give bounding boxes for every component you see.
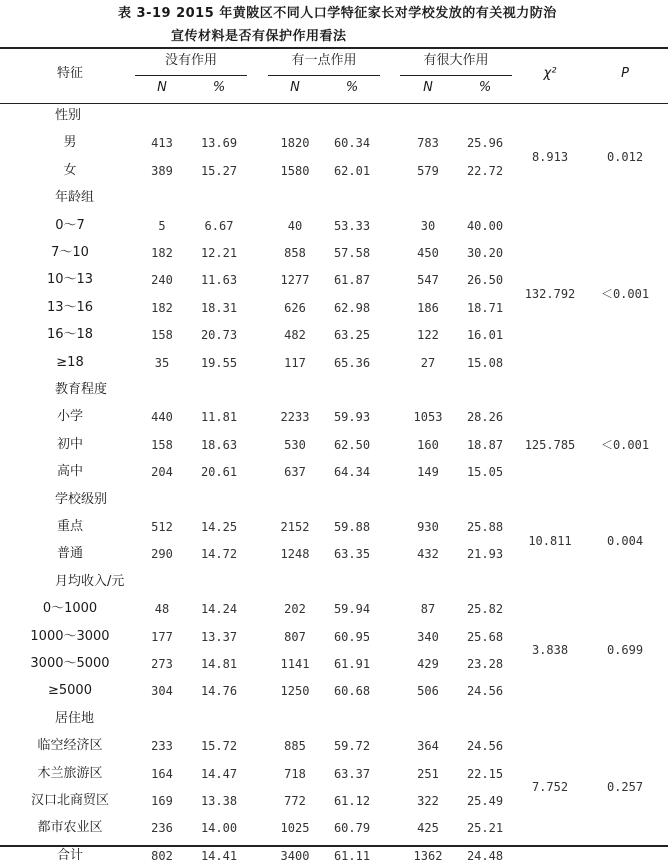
table-cell: 202 [284, 602, 306, 617]
table-cell: 429 [417, 657, 439, 671]
table-cell: 14.25 [200, 520, 238, 534]
table-cell: 62.01 [333, 163, 371, 178]
table-cell: 13.69 [200, 136, 238, 151]
table-cell: 60.34 [333, 136, 371, 151]
table-cell: 885 [284, 739, 306, 754]
table-cell: 182 [151, 246, 173, 260]
table-cell: 512 [151, 520, 173, 534]
table-cell: 48 [154, 602, 170, 617]
top-rule [0, 47, 668, 49]
table-cell: 22.72 [466, 163, 504, 178]
row-label: 1000～3000 [30, 628, 110, 644]
table-cell: 718 [284, 766, 306, 781]
table-cell: 60.95 [333, 629, 371, 644]
header-n-2: N [290, 80, 300, 95]
table-cell: 14.81 [200, 657, 238, 671]
table-cell: 19.55 [200, 355, 238, 370]
table-cell: 233 [151, 739, 173, 754]
table-cell: 61.87 [333, 273, 371, 288]
section-title: 学校级别 [55, 491, 108, 507]
total-cell: 802 [151, 848, 173, 863]
table-cell: 18.71 [466, 300, 504, 315]
table-cell: 60.68 [333, 684, 371, 699]
row-label: 7～10 [51, 245, 89, 260]
row-label: 重点 [56, 519, 83, 534]
table-cell: 432 [417, 547, 439, 562]
table-cell: 24.56 [466, 684, 504, 699]
table-cell: 236 [151, 821, 173, 836]
table-cell: 930 [417, 520, 439, 534]
row-label: 女 [63, 162, 77, 178]
total-label: 合计 [56, 847, 83, 863]
total-cell: 14.41 [200, 848, 238, 863]
table-cell: 1053 [413, 410, 443, 425]
table-cell: 25.96 [466, 136, 504, 151]
p-value: 0.699 [606, 643, 644, 658]
table-cell: 25.21 [466, 821, 504, 836]
table-cell: 18.87 [466, 437, 504, 452]
table-cell: 15.27 [200, 163, 238, 178]
table-cell: 2233 [280, 410, 310, 425]
table-cell: 11.63 [200, 273, 238, 288]
chi-square-value: 3.838 [531, 643, 569, 658]
p-value: 0.012 [606, 150, 644, 165]
header-bottom-rule [0, 103, 668, 104]
table-cell: 169 [151, 794, 173, 808]
table-cell: 25.49 [466, 794, 504, 808]
header-pct-1: % [212, 80, 226, 95]
total-cell: 24.48 [466, 848, 504, 863]
table-cell: 413 [151, 136, 173, 151]
row-label: 普通 [56, 546, 83, 562]
row-label: 初中 [56, 436, 83, 452]
table-cell: 322 [417, 794, 439, 808]
table-cell: 772 [284, 794, 306, 808]
table-cell: 53.33 [333, 218, 371, 233]
header-n-1: N [157, 80, 167, 95]
row-label: 高中 [56, 464, 83, 480]
row-label: 都市农业区 [37, 820, 103, 836]
row-label: 13～16 [46, 299, 94, 315]
table-cell: 530 [284, 437, 306, 452]
table-cell: 26.50 [466, 273, 504, 288]
row-label: 0～1000 [42, 601, 98, 617]
table-cell: 14.47 [200, 766, 238, 781]
p-value: 0.257 [606, 780, 644, 795]
table-cell: 30.20 [466, 246, 504, 260]
table-cell: 1248 [280, 547, 310, 562]
chi-square-value: 10.811 [528, 533, 572, 548]
table-cell: 807 [284, 629, 306, 644]
chi-square-value: 8.913 [531, 150, 569, 165]
row-label: 0～7 [55, 217, 85, 233]
table-cell: 59.72 [333, 739, 371, 754]
row-label: ≥18 [56, 354, 84, 370]
table-cell: 5 [158, 218, 166, 233]
table-cell: 15.08 [466, 355, 504, 370]
table-cell: 117 [284, 355, 306, 370]
table-cell: 40.00 [466, 218, 504, 233]
table-cell: 1580 [280, 163, 310, 178]
header-chi-square: χ² [543, 66, 557, 81]
row-label: 小学 [56, 409, 83, 425]
table-cell: 177 [151, 629, 173, 644]
table-cell: 20.61 [200, 465, 238, 480]
p-value: ＜0.001 [600, 437, 650, 452]
table-cell: 482 [284, 328, 306, 343]
table-cell: 14.24 [200, 602, 238, 617]
section-title: 教育程度 [55, 382, 108, 397]
section-title: 居住地 [55, 710, 95, 726]
table-cell: 28.26 [466, 410, 504, 425]
total-cell: 61.11 [333, 848, 371, 863]
chi-square-value: 132.792 [524, 287, 576, 302]
header-group-some-effect: 有一点作用 [291, 53, 357, 68]
table-caption-line2: 宣传材料是否有保护作用看法 [171, 29, 347, 44]
chi-square-value: 125.785 [524, 437, 576, 452]
total-cell: 3400 [280, 848, 310, 863]
section-title: 年龄组 [55, 190, 95, 206]
table-cell: 12.21 [200, 246, 238, 260]
header-n-3: N [423, 80, 433, 95]
table-cell: 547 [417, 273, 439, 288]
table-cell: 27 [420, 355, 436, 370]
header-p-value: P [621, 66, 629, 81]
row-label: 16～18 [46, 327, 94, 343]
table-cell: 1820 [280, 136, 310, 151]
table-cell: 13.38 [200, 794, 238, 808]
table-cell: 63.37 [333, 766, 371, 781]
table-cell: 63.25 [333, 328, 371, 343]
table-cell: 15.72 [200, 739, 238, 754]
row-label: 3000～5000 [30, 656, 110, 671]
table-cell: 22.15 [466, 766, 504, 781]
table-cell: 858 [284, 246, 306, 260]
table-cell: 65.36 [333, 355, 371, 370]
header-pct-2: % [345, 80, 359, 95]
table-caption-line1: 表 3-19 2015 年黄陂区不同人口学特征家长对学校发放的有关视力防治 [118, 6, 557, 21]
table-cell: 637 [284, 465, 306, 480]
header-subrule-1 [135, 75, 247, 76]
header-pct-3: % [478, 80, 492, 95]
table-cell: 1141 [280, 657, 310, 671]
table-cell: 579 [417, 163, 439, 178]
table-cell: 6.67 [204, 218, 234, 233]
total-cell: 1362 [413, 848, 443, 863]
table-cell: 11.81 [200, 410, 238, 425]
row-label: 10～13 [46, 272, 94, 288]
table-cell: 62.50 [333, 437, 371, 452]
table-cell: 21.93 [466, 547, 504, 562]
table-cell: 25.88 [466, 520, 504, 534]
table-cell: 61.91 [333, 657, 371, 671]
table-cell: 450 [417, 246, 439, 260]
table-cell: 158 [151, 437, 173, 452]
table-cell: 59.94 [333, 602, 371, 617]
table-cell: 15.05 [466, 465, 504, 480]
table-cell: 62.98 [333, 300, 371, 315]
row-label: 男 [63, 135, 77, 151]
table-cell: 30 [420, 218, 436, 233]
table-cell: 273 [151, 657, 173, 671]
table-cell: 160 [417, 437, 439, 452]
table-cell: 149 [417, 465, 439, 480]
section-title: 月均收入/元 [55, 573, 125, 589]
table-cell: 1025 [280, 821, 310, 836]
table-cell: 40 [287, 218, 303, 233]
table-cell: 13.37 [200, 629, 238, 644]
row-label: ≥5000 [48, 683, 92, 699]
header-feature: 特征 [56, 66, 83, 81]
table-cell: 251 [417, 766, 439, 781]
row-label: 汉口北商贸区 [30, 793, 109, 808]
table-cell: 240 [151, 273, 173, 288]
table-cell: 506 [417, 684, 439, 699]
header-group-no-effect: 没有作用 [164, 53, 217, 68]
table-cell: 20.73 [200, 328, 238, 343]
table-cell: 158 [151, 328, 173, 343]
table-cell: 18.31 [200, 300, 238, 315]
table-cell: 164 [151, 766, 173, 781]
p-value: 0.004 [606, 533, 644, 548]
table-cell: 61.12 [333, 794, 371, 808]
table-cell: 24.56 [466, 739, 504, 754]
table-cell: 25.68 [466, 629, 504, 644]
table-cell: 389 [151, 163, 173, 178]
table-cell: 122 [417, 328, 439, 343]
table-cell: 57.58 [333, 246, 371, 260]
table-cell: 304 [151, 684, 173, 699]
table-cell: 60.79 [333, 821, 371, 836]
bottom-rule [0, 845, 668, 847]
table-cell: 59.93 [333, 410, 371, 425]
table-cell: 340 [417, 629, 439, 644]
table-cell: 783 [417, 136, 439, 151]
table-cell: 626 [284, 300, 306, 315]
table-cell: 25.82 [466, 602, 504, 617]
table-cell: 16.01 [466, 328, 504, 343]
table-cell: 64.34 [333, 465, 371, 480]
table-cell: 87 [420, 602, 436, 617]
table-cell: 182 [151, 300, 173, 315]
table-cell: 290 [151, 547, 173, 562]
row-label: 临空经济区 [37, 738, 103, 754]
table-cell: 425 [417, 821, 439, 836]
table-cell: 14.76 [200, 684, 238, 699]
table-cell: 204 [151, 465, 173, 480]
table-cell: 23.28 [466, 657, 504, 671]
table-cell: 35 [154, 355, 170, 370]
table-cell: 14.00 [200, 821, 238, 836]
header-subrule-2 [268, 75, 380, 76]
table-cell: 1250 [280, 684, 310, 699]
table-cell: 18.63 [200, 437, 238, 452]
table-cell: 186 [417, 300, 439, 315]
table-cell: 440 [151, 410, 173, 425]
table-cell: 1277 [280, 273, 310, 288]
row-label: 木兰旅游区 [37, 765, 103, 781]
table-cell: 2152 [280, 520, 310, 534]
section-title: 性别 [55, 108, 82, 123]
p-value: ＜0.001 [600, 287, 650, 302]
table-cell: 14.72 [200, 547, 238, 562]
table-cell: 63.35 [333, 547, 371, 562]
chi-square-value: 7.752 [531, 780, 569, 795]
table-cell: 364 [417, 739, 439, 754]
header-subrule-3 [400, 75, 512, 76]
table-cell: 59.88 [333, 520, 371, 534]
header-group-great-effect: 有很大作用 [423, 53, 489, 68]
